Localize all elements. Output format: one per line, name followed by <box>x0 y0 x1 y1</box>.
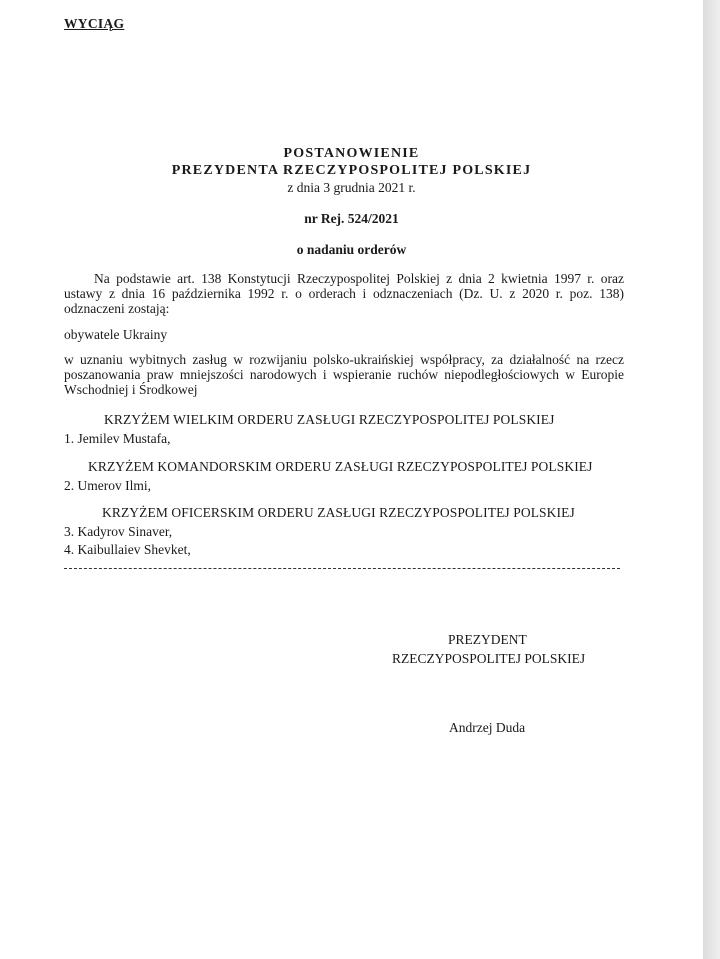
document-title-line-2: PREZYDENTA RZECZYPOSPOLITEJ POLSKIEJ <box>171 163 532 178</box>
award-recipient: 3. Kadyrov Sinaver, <box>64 524 173 539</box>
merit-line: Wschodniej i Środkowej <box>64 382 198 397</box>
separator-dashed-line <box>64 568 620 569</box>
recipients-group: obywatele Ukrainy <box>64 327 168 342</box>
award-order-heading: KRZYŻEM OFICERSKIM ORDERU ZASŁUGI RZECZYPOSPOLITEJ POLSKIEJ <box>102 505 575 520</box>
document-date: z dnia 3 grudnia 2021 r. <box>287 180 416 195</box>
header-mark: WYCIĄG <box>64 16 125 31</box>
document-subject: o nadaniu orderów <box>296 242 407 257</box>
preamble-paragraph <box>64 271 624 316</box>
document-title-line-1: POSTANOWIENIE <box>283 146 420 161</box>
award-recipient: 1. Jemilev Mustafa, <box>64 431 171 446</box>
preamble-line: Na podstawie art. 138 Konstytucji Rzeczypospolitej Polskiej z dnia 2 kwietnia 1997 r. oraz <box>94 271 624 286</box>
award-order-heading: KRZYŻEM WIELKIM ORDERU ZASŁUGI RZECZYPOSPOLITEJ POLSKIEJ <box>104 412 555 427</box>
preamble-line: ustawy z dnia 16 października 1992 r. o orderach i odznaczeniach (Dz. U. z 2020 r. poz. 138) <box>64 286 624 301</box>
signature-title-line-1: PREZYDENT <box>448 632 527 647</box>
award-recipient: 2. Umerov Ilmi, <box>64 478 151 493</box>
merit-paragraph <box>64 352 624 397</box>
page-edge-shadow <box>703 0 720 959</box>
registry-number: nr Rej. 524/2021 <box>304 211 399 226</box>
preamble-line: odznaczeni zostają: <box>64 301 170 316</box>
merit-line: w uznaniu wybitnych zasług w rozwijaniu polsko-ukraińskiej współpracy, za działalność na rzecz <box>64 352 624 367</box>
award-recipient: 4. Kaibullaiev Shevket, <box>64 542 191 557</box>
signature-name: Andrzej Duda <box>449 720 526 735</box>
signature-title-line-2: RZECZYPOSPOLITEJ POLSKIEJ <box>392 651 586 666</box>
award-order-heading: KRZYŻEM KOMANDORSKIM ORDERU ZASŁUGI RZECZYPOSPOLITEJ POLSKIEJ <box>88 459 593 474</box>
merit-line: poszanowania praw mniejszości narodowych i wspieranie ruchów niepodległościowych w Europie <box>64 367 624 382</box>
